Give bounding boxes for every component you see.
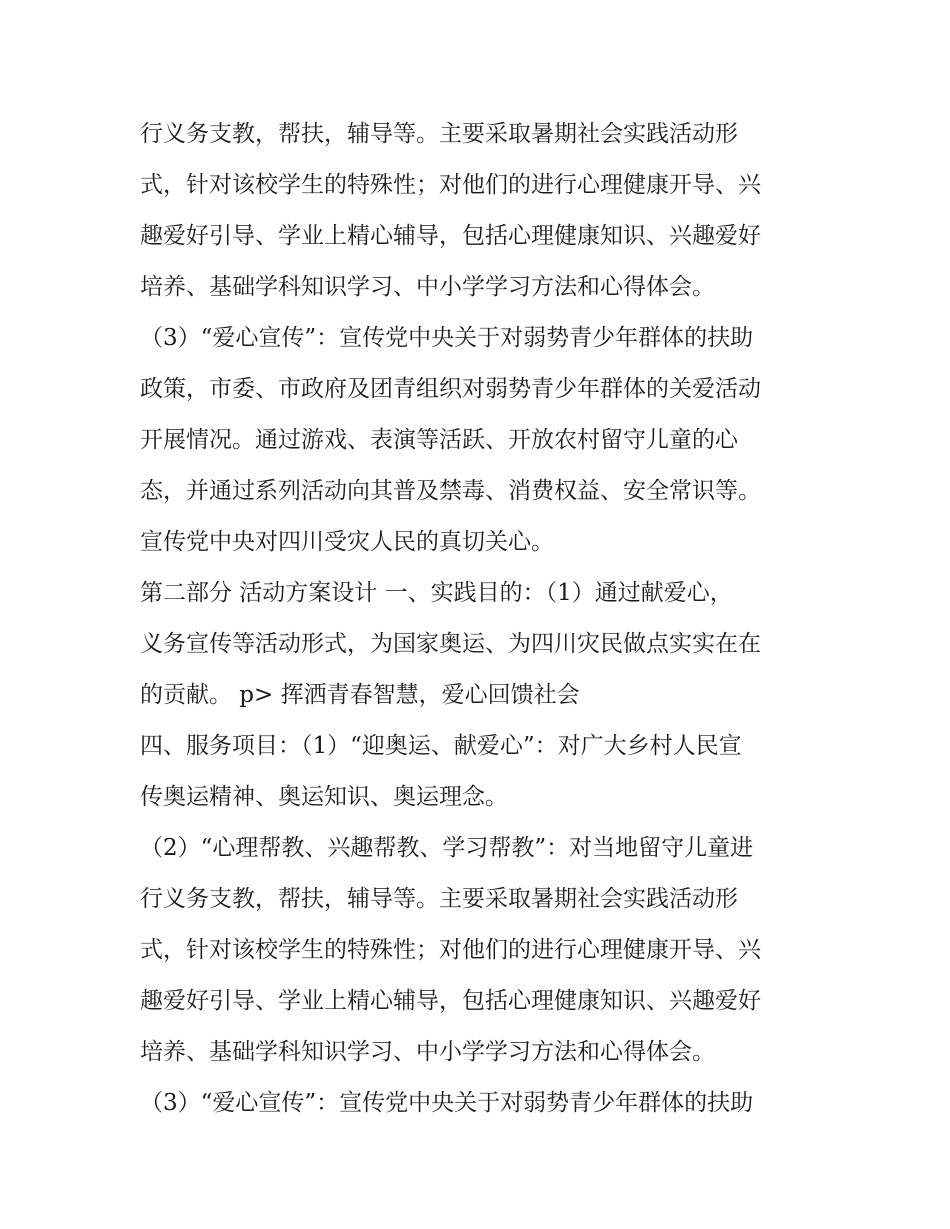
text-line: 政策，市委、市政府及团青组织对弱势青少年群体的关爱活动 [140,376,761,402]
text-line: （2）“心理帮教、兴趣帮教、学习帮教”：对当地留守儿童进 [140,835,754,861]
text-line: 宣传党中央对四川受灾人民的真切关心。 [140,529,554,555]
text-line: 义务宣传等活动形式，为国家奥运、为四川灾民做点实实在在 [140,631,761,657]
text-line: 四、服务项目：（1）“迎奥运、献爱心”：对广大乡村人民宣 [140,733,742,759]
text-line: 的贡献。 p> 挥洒青春智慧，爱心回馈社会 [140,682,580,708]
text-line: 培养、基础学科知识学习、中小学学习方法和心得体会。 [140,274,715,300]
text-line: 行义务支教，帮扶，辅导等。主要采取暑期社会实践活动形 [140,121,738,147]
text-line: （3）“爱心宣传”：宣传党中央关于对弱势青少年群体的扶助 [140,325,754,351]
text-line: 态，并通过系列活动向其普及禁毒、消费权益、安全常识等。 [140,478,761,504]
text-line: 开展情况。通过游戏、表演等活跃、开放农村留守儿童的心 [140,427,738,453]
section-heading-line: 第二部分 活动方案设计 一、实践目的：（1）通过献爱心， [140,580,733,606]
text-line: 行义务支教，帮扶，辅导等。主要采取暑期社会实践活动形 [140,886,738,912]
text-line: 趣爱好引导、学业上精心辅导，包括心理健康知识、兴趣爱好 [140,223,761,249]
text-line: （3）“爱心宣传”：宣传党中央关于对弱势青少年群体的扶助 [140,1090,754,1116]
text-line: 传奥运精神、奥运知识、奥运理念。 [140,784,508,810]
text-line: 趣爱好引导、学业上精心辅导，包括心理健康知识、兴趣爱好 [140,988,761,1014]
text-line: 培养、基础学科知识学习、中小学学习方法和心得体会。 [140,1039,715,1065]
text-line: 式，针对该校学生的特殊性；对他们的进行心理健康开导、兴 [140,172,761,198]
document-body [140,109,820,1129]
text-line: 式，针对该校学生的特殊性；对他们的进行心理健康开导、兴 [140,937,761,963]
